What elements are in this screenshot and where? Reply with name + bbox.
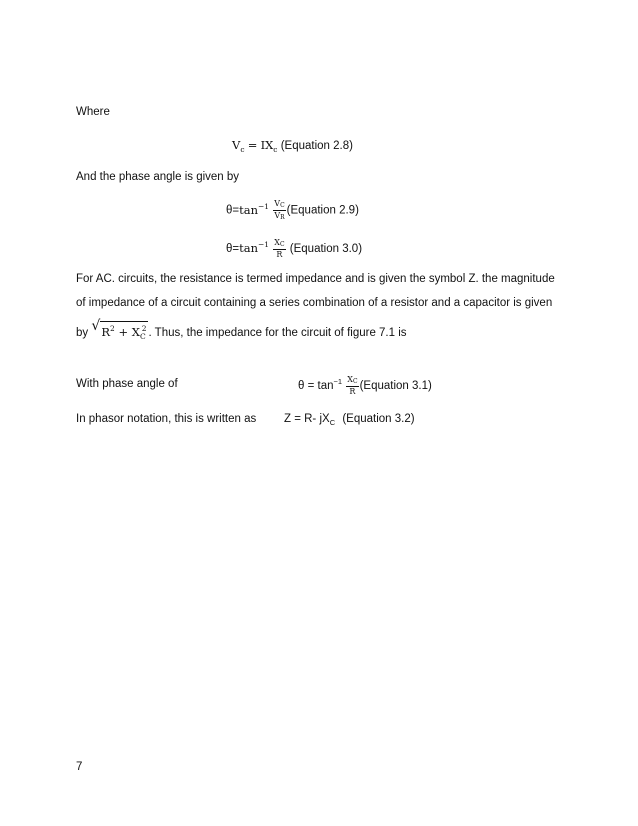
eq29-denominator: VR <box>274 211 285 221</box>
radicand: $R^2 + X_C^2$ <box>100 321 148 344</box>
equation-3-1 <box>298 375 432 396</box>
eq29-fraction <box>273 199 285 222</box>
line3-prefix: by <box>76 327 89 339</box>
equation-2-8 <box>232 138 353 157</box>
paragraph-line-1 <box>76 272 566 286</box>
line3-suffix: . Thus, the impedance for the circuit of figure 7.1 is <box>148 327 407 339</box>
eq31-numerator: XC <box>347 375 358 386</box>
where-label: Where <box>76 106 110 118</box>
paragraph-line-2: of impedance of a circuit containing a series combination of a resistor and a capacitor is given <box>76 297 553 309</box>
eq31-denominator: R <box>349 387 356 397</box>
eq30-label: (Equation 3.0) <box>289 243 363 255</box>
eq32-intro: In phasor notation, this is written as <box>76 413 257 425</box>
eq28-rhs: $IX_c$ <box>260 138 278 154</box>
eq30-lhs: θ= <box>226 243 240 255</box>
eq32-expr: Z = R- $jX_C$ <box>284 413 336 427</box>
eq29-label: (Equation 2.9) <box>286 204 359 217</box>
eq31-label: (Equation 3.1) <box>359 380 432 392</box>
eq28-lhs: $V_c$ <box>232 138 245 154</box>
sqrt-expression <box>91 318 148 344</box>
eq29-numerator: VC <box>274 199 285 209</box>
line1-text: For AC. circuits, the resistance is termed impedance and is given the symbol Z. the magnitude <box>76 273 555 285</box>
eq30-tan: $\tan^{-1}$ <box>239 240 270 255</box>
eq28-label: (Equation 2.8) <box>280 140 353 152</box>
radical-sign: √ <box>91 318 101 334</box>
eq29-tan: $\tan^{-1}$ <box>239 201 270 217</box>
eq31-intro: With phase angle of <box>76 378 178 390</box>
eq29-lhs: θ= <box>226 204 240 217</box>
phase-angle-intro: And the phase angle is given by <box>76 171 240 183</box>
page-number: 7 <box>76 761 83 773</box>
eq30-fraction <box>273 238 285 259</box>
eq30-denominator: R <box>276 250 283 260</box>
eq32-label: (Equation 3.2) <box>342 413 415 425</box>
equation-3-2 <box>284 412 415 430</box>
eq31-lhs: θ = tan <box>298 380 334 392</box>
eq31-inv: −1 <box>333 377 343 386</box>
paragraph-line-3 <box>76 318 407 344</box>
eq30-numerator: XC <box>274 238 285 249</box>
equation-3-0 <box>226 238 362 259</box>
eq28-equals: = <box>247 138 258 152</box>
equation-2-9 <box>226 199 359 222</box>
eq31-fraction <box>346 375 358 396</box>
